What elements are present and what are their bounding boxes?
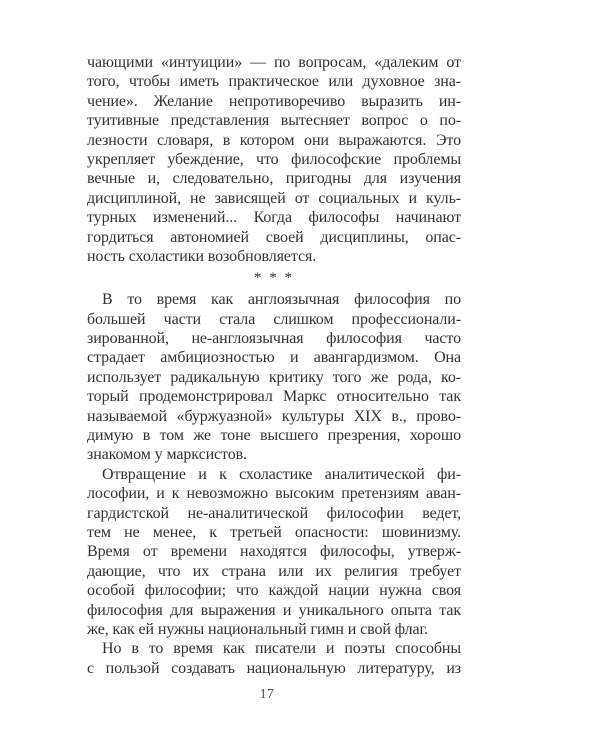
page-number: 17 xyxy=(259,686,275,701)
text-line: знакомом у марксистов. xyxy=(87,446,247,464)
text-line: лософии, и к невозможно высоким претензиям аван- xyxy=(87,485,461,503)
page-text xyxy=(87,53,461,678)
text-line: Отвращение и к схоластике аналитической фи- xyxy=(102,465,461,483)
text-line: вечные и, следовательно, пригодны для изучения xyxy=(87,170,461,188)
text-line: гордиться автономией своей дисциплины, опас- xyxy=(87,228,461,246)
text-line: В то время как англоязычная философия по xyxy=(102,291,461,309)
text-line: торый продемонстрировал Маркс относительно так xyxy=(87,388,461,406)
text-line: чающими «интуиции» — по вопросам, «далеким от xyxy=(87,54,461,71)
text-line: чение». Желание непротиворечиво выразить ин- xyxy=(87,92,461,110)
text-line: называемой «буржуазной» культуры XIX в., прово- xyxy=(87,407,461,425)
text-line: особой философии; что каждой нации нужна своя xyxy=(87,582,461,600)
text-line: большей части стала слишком профессионали- xyxy=(87,310,461,328)
text-line: же, как ей нужны национальный гимн и свой флаг. xyxy=(87,620,429,638)
text-line: страдает амбициозностью и авангардизмом. Она xyxy=(87,349,461,367)
text-line: дисциплиной, не зависящей от социальных и куль- xyxy=(87,189,461,207)
text-line: дающие, что их страна или их религия требует xyxy=(87,562,461,580)
paragraph xyxy=(87,290,461,465)
text-line: с пользой создавать национальную литературу, из xyxy=(87,659,461,677)
section-separator: * * * xyxy=(254,270,294,287)
text-line: Время от времени находятся философы, утверж- xyxy=(87,543,461,561)
text-line: туитивные представления вытесняет вопрос о по- xyxy=(87,112,461,130)
text-line: тем не менее, к третьей опасности: шовинизму. xyxy=(87,523,461,541)
text-line: ность схоластики возобновляется. xyxy=(87,247,317,265)
paragraph xyxy=(87,465,461,640)
text-line: турных изменений... Когда философы начинают xyxy=(87,209,461,227)
text-line: укрепляет убеждение, что философские проблемы xyxy=(87,150,461,168)
text-line: Но в то время как писатели и поэты способны xyxy=(102,640,461,658)
text-line: гардистской не-аналитической философии ведет, xyxy=(87,504,461,522)
text-line: использует радикальную критику того же рода, ко- xyxy=(87,368,461,386)
paragraph xyxy=(87,639,461,678)
text-line: зированной, не-англоязычная философия часто xyxy=(87,330,461,348)
text-line: философия для выражения и уникального опыта так xyxy=(87,601,461,619)
paragraph xyxy=(87,53,461,266)
text-line: лезности словаря, в котором они выражаются. Это xyxy=(87,131,461,149)
text-line: димую в том же тоне высшего презрения, хорошо xyxy=(87,427,461,445)
text-line: того, чтобы иметь практическое или духовное зна- xyxy=(87,73,461,91)
